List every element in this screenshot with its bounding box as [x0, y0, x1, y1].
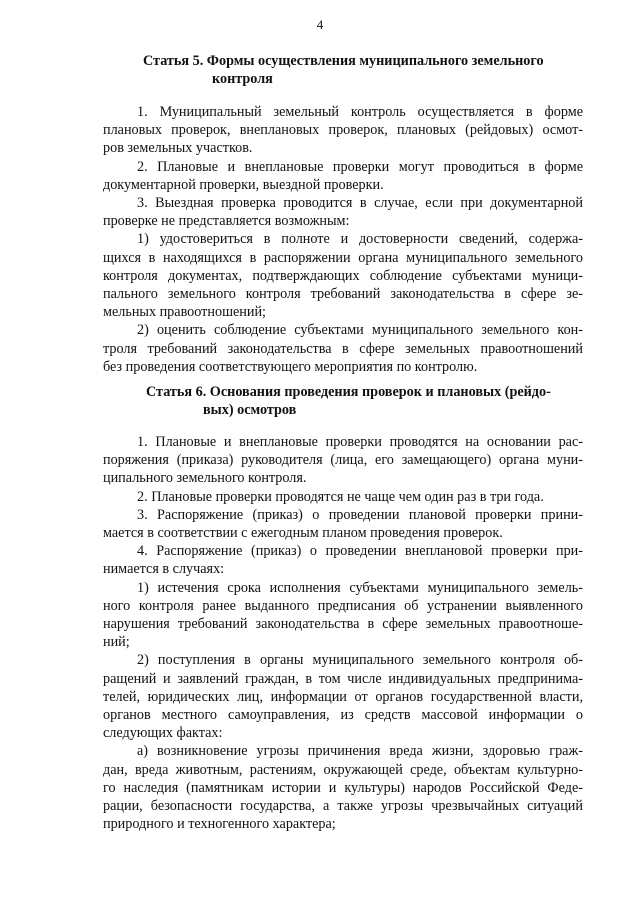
article-6-heading	[146, 383, 576, 419]
paragraph-line: ний;	[103, 634, 130, 651]
paragraph-line: рации, безопасности государства, а также угрозы чрезвычайных ситуаций	[103, 798, 583, 815]
article-6-heading-line-2: вых) осмотров	[203, 402, 297, 418]
paragraph	[103, 103, 583, 158]
paragraph-line: 1) удостовериться в полноте и достоверности сведений, содержа-	[137, 231, 583, 248]
paragraph-line: нарушения требований законодательства в сфере земельных правоотноше-	[103, 616, 583, 633]
paragraph	[103, 542, 583, 578]
paragraph	[103, 579, 583, 652]
paragraph-line: без проведения соответствующего мероприятия по контролю.	[103, 358, 478, 375]
paragraph-line: 4. Распоряжение (приказ) о проведении внеплановой проверки при-	[137, 543, 583, 560]
paragraph-line: ципального земельного контроля.	[103, 470, 307, 487]
paragraph-line: мельных правоотношений;	[103, 304, 267, 321]
paragraph-line: природного и техногенного характера;	[103, 816, 336, 833]
paragraph	[103, 321, 583, 376]
paragraph	[103, 742, 583, 833]
paragraph-line: следующих фактах:	[103, 725, 223, 742]
article-5-heading	[143, 52, 583, 88]
paragraph-line: 3. Распоряжение (приказ) о проведении плановой проверки прини-	[137, 506, 583, 523]
paragraph-line: нимается в случаях:	[103, 561, 225, 578]
paragraph-line: ного контроля ранее выданного предписания об устранении выявленного	[103, 597, 583, 614]
paragraph-line: плановых проверок, внеплановых проверок, плановых (рейдовых) осмот-	[103, 122, 583, 139]
paragraph-line: органов местного самоуправления, из средств массовой информации о	[103, 707, 583, 724]
paragraph-line: а) возникновение угрозы причинения вреда жизни, здоровью граж-	[137, 743, 583, 760]
article-5-heading-line-1: Статья 5. Формы осуществления муниципального земельного	[143, 53, 544, 69]
paragraph-line: документарной проверки, выездной проверки.	[103, 176, 384, 193]
paragraph-line: 1) истечения срока исполнения субъектами муниципального земель-	[137, 579, 583, 596]
paragraph	[103, 158, 583, 194]
article-6-body	[103, 433, 583, 833]
paragraph-line: проверке не представляется возможным:	[103, 213, 350, 230]
paragraph-line: го наследия (памятникам истории и культуры) народов Российской Феде-	[103, 779, 583, 796]
paragraph-line: 2. Плановые проверки проводятся не чаще чем один раз в три года.	[137, 488, 544, 505]
paragraph	[103, 194, 583, 230]
paragraph	[103, 506, 583, 542]
paragraph-line: ращений и заявлений граждан, в том числе индивидуальных предпринима-	[103, 670, 583, 687]
paragraph	[103, 651, 583, 742]
page-number: 4	[316, 17, 324, 32]
article-5-body	[103, 103, 583, 376]
paragraph-line: ров земельных участков.	[103, 140, 253, 157]
paragraph-line: дан, вреда животным, растениям, окружающей среде, объектам культурно-	[103, 761, 583, 778]
paragraph-line: пального земельного контроля требований законодательства в сфере зе-	[103, 286, 583, 303]
paragraph-line: 1. Плановые и внеплановые проверки проводятся на основании рас-	[137, 434, 583, 450]
article-5-heading-line-2: контроля	[212, 71, 273, 87]
paragraph	[103, 230, 583, 321]
paragraph-line: телей, юридических лиц, информации от органов государственной власти,	[103, 688, 583, 705]
paragraph-line: 2) оценить соблюдение субъектами муниципального земельного кон-	[137, 322, 583, 339]
paragraph-line: 2. Плановые и внеплановые проверки могут проводиться в форме	[137, 158, 583, 175]
paragraph-line: 1. Муниципальный земельный контроль осуществляется в форме	[137, 104, 583, 120]
paragraph-line: 3. Выездная проверка проводится в случае, если при документарной	[137, 195, 583, 212]
paragraph	[103, 433, 583, 488]
paragraph-line: контроля документах, подтверждающих соблюдение субъектами муници-	[103, 267, 583, 284]
paragraph-line: мается в соответствии с ежегодным планом проведения проверок.	[103, 525, 503, 542]
paragraph-line: троля требований законодательства в сфере земельных правоотношений	[103, 340, 583, 357]
article-6-heading-line-1: Статья 6. Основания проведения проверок и плановых (рейдо-	[146, 384, 551, 400]
paragraph-line: 2) поступления в органы муниципального земельного контроля об-	[137, 652, 583, 669]
paragraph	[103, 488, 583, 506]
paragraph-line: поряжения (приказа) руководителя (лица, его замещающего) органа муни-	[103, 452, 583, 469]
paragraph-line: щихся в находящихся в распоряжении органа муниципального земельного	[103, 249, 583, 266]
